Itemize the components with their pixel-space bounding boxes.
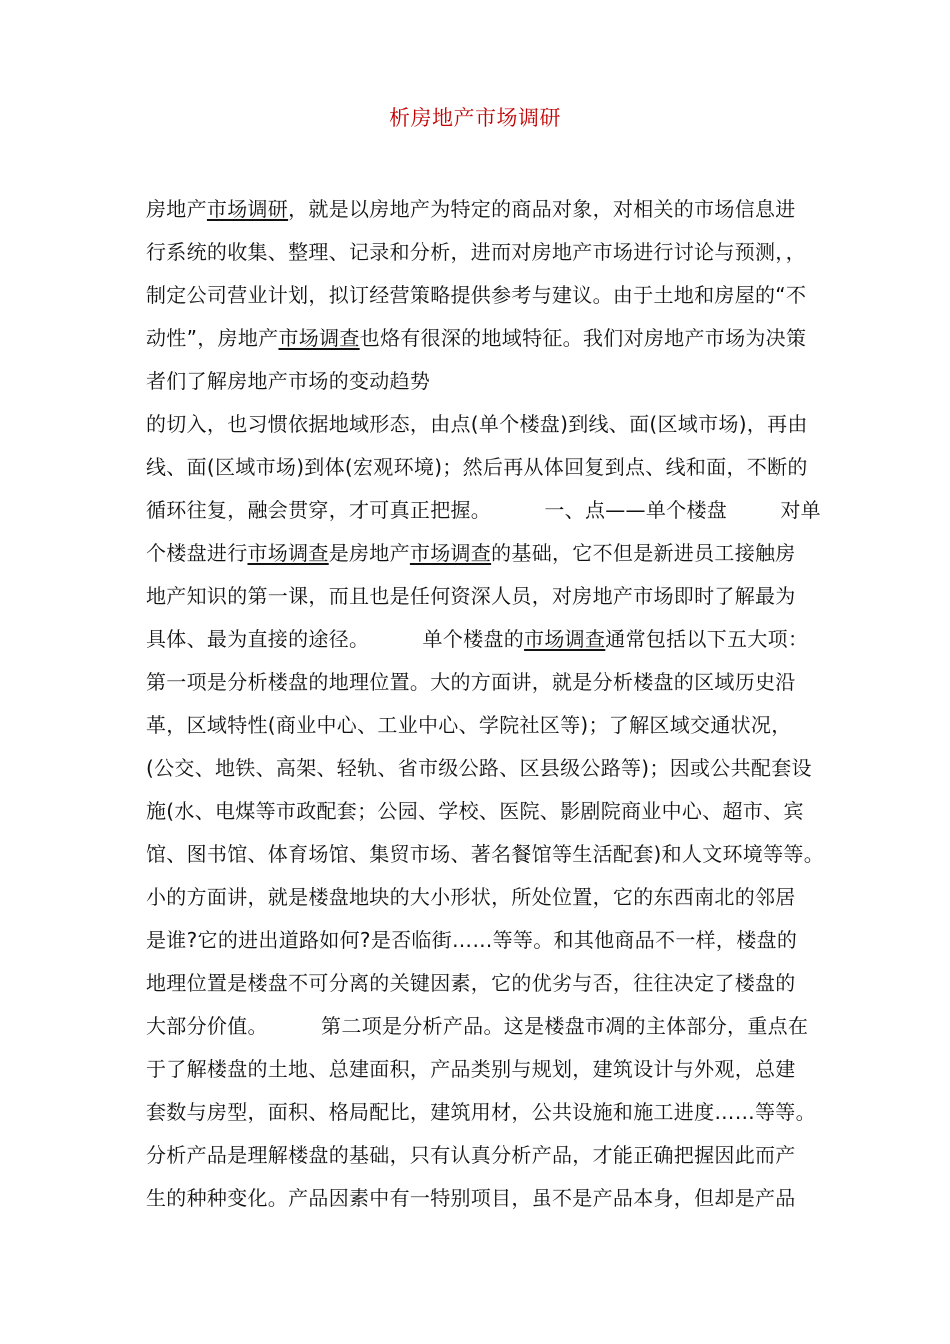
- text-segment: 具体、最为直接的途径。 单个楼盘的: [146, 627, 525, 651]
- text-segment: 套数与房型，面积、格局配比，建筑用材，公共设施和施工进度……等等。: [146, 1100, 816, 1124]
- text-segment: 房地产: [146, 197, 207, 221]
- text-segment: 的切入，也习惯依据地域形态，由点(单个楼盘)到线、面(区域市场)，再由: [146, 412, 808, 436]
- text-line: [146, 1177, 881, 1220]
- text-segment: 制定公司营业计划，拟订经营策略提供参考与建议。由于土地和房屋的“不: [146, 283, 807, 307]
- text-segment: 是房地产: [328, 541, 410, 565]
- text-line: [146, 231, 881, 274]
- text-segment: 地理位置是楼盘不可分离的关键因素，它的优劣与否，往往决定了楼盘的: [146, 971, 796, 995]
- text-segment: 生的种种变化。产品因素中有一特别项目，虽不是产品本身，但却是产品: [146, 1186, 796, 1210]
- keyword-link-text: 市场调查: [247, 541, 329, 565]
- text-segment: ，就是以房地产为特定的商品对象，对相关的市场信息进: [288, 197, 796, 221]
- text-line: [146, 661, 881, 704]
- text-line: [146, 704, 881, 747]
- text-line: [146, 188, 881, 231]
- document-title: 析房地产市场调研: [389, 106, 561, 130]
- text-line: [146, 360, 881, 403]
- text-segment: 循环往复，融会贯穿，才可真正把握。 一、点——单个楼盘 对单: [146, 498, 821, 522]
- text-segment: 于了解楼盘的土地、总建面积，产品类别与规划，建筑设计与外观，总建: [146, 1057, 796, 1081]
- text-line: [146, 790, 881, 833]
- text-line: [146, 962, 881, 1005]
- text-segment: 地产知识的第一课，而且也是任何资深人员，对房地产市场即时了解最为: [146, 584, 796, 608]
- text-segment: 个楼盘进行: [146, 541, 248, 565]
- text-line: [146, 489, 881, 532]
- text-segment: 动性”，房地产: [146, 326, 279, 350]
- text-line: [146, 1134, 881, 1177]
- text-segment: 分析产品是理解楼盘的基础，只有认真分析产品，才能正确把握因此而产: [146, 1143, 796, 1167]
- keyword-link-text: 市场调查: [409, 541, 492, 565]
- text-segment: 通常包括以下五大项：: [605, 627, 809, 651]
- text-segment: 大部分价值。 第二项是分析产品。这是楼盘市凋的主体部分，重点在: [146, 1014, 809, 1038]
- text-line: [146, 919, 881, 962]
- keyword-link-text: 市场调查: [278, 326, 360, 350]
- keyword-link-text: 市场调查: [524, 627, 606, 651]
- text-segment: 革，区域特性(商业中心、工业中心、学院社区等)；了解区域交通状况，: [146, 713, 792, 737]
- text-segment: (公交、地铁、高架、轻轨、省市级公路、区县级公路等)；因或公共配套设: [146, 756, 812, 780]
- text-segment: 行系统的收集、整理、记录和分析，进而对房地产市场进行讨论与预测，，: [146, 240, 806, 264]
- text-segment: 线、面(区域市场)到体(宏观环境)；然后再从体回复到点、线和面，不断的: [146, 455, 808, 479]
- text-segment: 施(水、电煤等市政配套；公园、学校、医院、影剧院商业中心、超市、宾: [146, 799, 804, 823]
- text-segment: 也烙有很深的地域特征。我们对房地产市场为决策: [359, 326, 807, 350]
- text-segment: 第一项是分析楼盘的地理位置。大的方面讲，就是分析楼盘的区域历史沿: [146, 670, 796, 694]
- text-line: [146, 317, 881, 360]
- document-body: [146, 188, 881, 1220]
- text-line: [146, 1048, 881, 1091]
- text-segment: 的基础，它不但是新进员工接触房: [491, 541, 796, 565]
- text-line: [146, 876, 881, 919]
- text-segment: 是谁?它的进出道路如何?是否临街……等等。和其他商品不一样，楼盘的: [146, 928, 798, 952]
- text-line: [146, 532, 881, 575]
- text-segment: 馆、图书馆、体育场馆、集贸市场、著名餐馆等生活配套)和人文环境等等。: [146, 842, 825, 866]
- keyword-link-text: 市场调研: [206, 197, 289, 221]
- text-line: [146, 1005, 881, 1048]
- text-line: [146, 833, 881, 876]
- text-line: [146, 274, 881, 317]
- text-segment: 者们了解房地产市场的变动趋势: [146, 369, 431, 393]
- text-line: [146, 403, 881, 446]
- text-segment: 小的方面讲，就是楼盘地块的大小形状，所处位置，它的东西南北的邻居: [146, 885, 796, 909]
- text-line: [146, 575, 881, 618]
- text-line: [146, 747, 881, 790]
- text-line: [146, 618, 881, 661]
- text-line: [146, 1091, 881, 1134]
- text-line: [146, 446, 881, 489]
